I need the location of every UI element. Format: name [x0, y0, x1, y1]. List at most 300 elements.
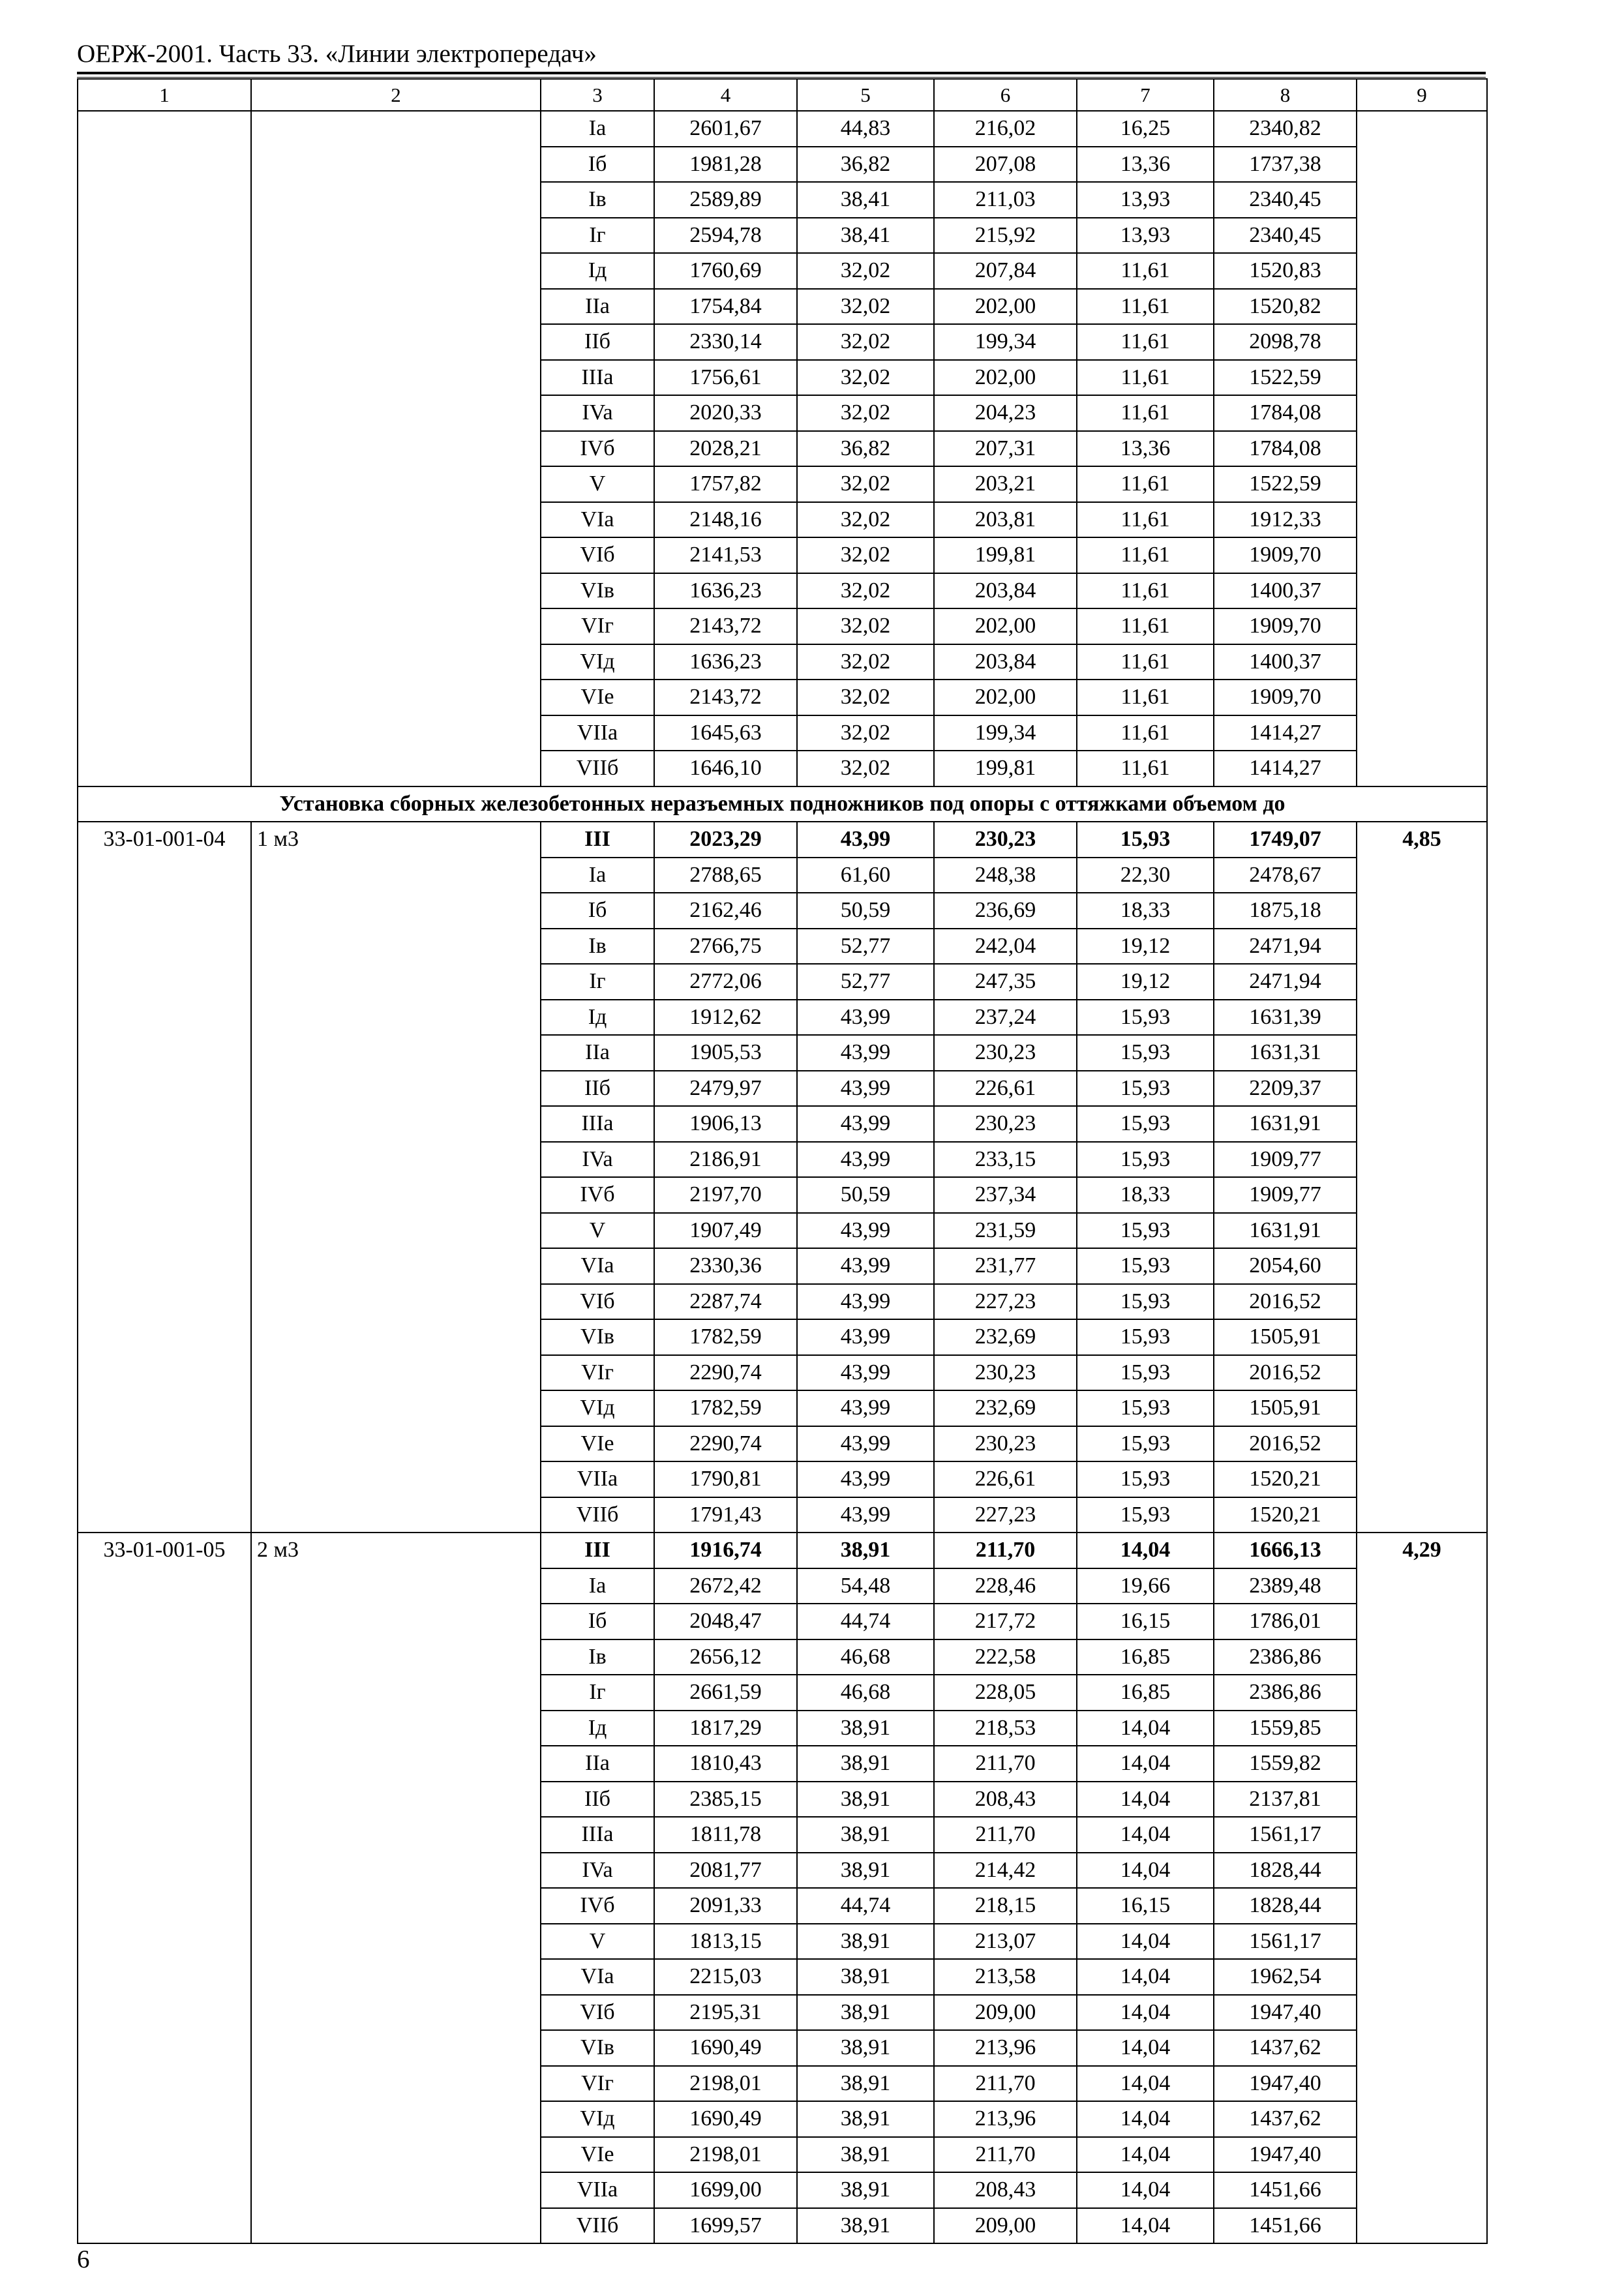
value-cell: 2471,94: [1214, 964, 1357, 1000]
value-cell: 2148,16: [654, 502, 797, 538]
value-cell: 15,93: [1077, 1213, 1214, 1249]
value-cell: 2141,53: [654, 537, 797, 573]
rates-table-body: [78, 79, 1487, 2243]
value-cell: 38,91: [797, 2208, 934, 2244]
value-cell: 43,99: [797, 1000, 934, 1036]
value-cell: 14,04: [1077, 2208, 1214, 2244]
value-cell: 15,93: [1077, 822, 1214, 858]
column-number: 9: [1357, 79, 1487, 111]
value-cell: 2186,91: [654, 1142, 797, 1178]
value-cell: 14,04: [1077, 1533, 1214, 1568]
value-cell: 13,36: [1077, 147, 1214, 183]
value-cell: 36,82: [797, 431, 934, 467]
value-cell: 15,93: [1077, 1355, 1214, 1391]
rate-code: 33-01-001-05: [78, 1533, 251, 2243]
value-cell: 1559,85: [1214, 1711, 1357, 1746]
value-cell: 217,72: [934, 1604, 1077, 1639]
value-cell: 16,85: [1077, 1675, 1214, 1711]
value-cell: 38,41: [797, 182, 934, 218]
value-cell: 1666,13: [1214, 1533, 1357, 1568]
value-cell: 1756,61: [654, 360, 797, 396]
value-cell: 1520,21: [1214, 1461, 1357, 1497]
value-cell: 43,99: [797, 1461, 934, 1497]
zone-cell: Iг: [541, 964, 654, 1000]
value-cell: 32,02: [797, 253, 934, 289]
value-cell: 11,61: [1077, 537, 1214, 573]
value-cell: 1754,84: [654, 289, 797, 325]
zone-cell: IIa: [541, 289, 654, 325]
value-cell: 202,00: [934, 289, 1077, 325]
value-cell: 2162,46: [654, 893, 797, 929]
value-cell: 203,21: [934, 466, 1077, 502]
value-cell: 214,42: [934, 1853, 1077, 1889]
mass-value: [1357, 111, 1487, 786]
value-cell: 22,30: [1077, 858, 1214, 893]
value-cell: 14,04: [1077, 2137, 1214, 2173]
value-cell: 2198,01: [654, 2137, 797, 2173]
value-cell: 247,35: [934, 964, 1077, 1000]
value-cell: 237,24: [934, 1000, 1077, 1036]
value-cell: 43,99: [797, 1213, 934, 1249]
value-cell: 32,02: [797, 395, 934, 431]
value-cell: 11,61: [1077, 360, 1214, 396]
value-cell: 203,81: [934, 502, 1077, 538]
value-cell: 202,00: [934, 680, 1077, 715]
value-cell: 54,48: [797, 1568, 934, 1604]
header-divider: [77, 72, 1486, 74]
value-cell: 2340,45: [1214, 182, 1357, 218]
value-cell: 2020,33: [654, 395, 797, 431]
zone-cell: III: [541, 1533, 654, 1568]
value-cell: 213,58: [934, 1959, 1077, 1995]
value-cell: 43,99: [797, 1390, 934, 1426]
zone-cell: VIIб: [541, 751, 654, 786]
value-cell: 207,31: [934, 431, 1077, 467]
value-cell: 1757,82: [654, 466, 797, 502]
value-cell: 1631,91: [1214, 1106, 1357, 1142]
value-cell: 38,91: [797, 1959, 934, 1995]
value-cell: 209,00: [934, 1995, 1077, 2031]
value-cell: 2589,89: [654, 182, 797, 218]
value-cell: 248,38: [934, 858, 1077, 893]
value-cell: 38,91: [797, 1746, 934, 1782]
value-cell: 1947,40: [1214, 2137, 1357, 2173]
value-cell: 1782,59: [654, 1319, 797, 1355]
value-cell: 1400,37: [1214, 644, 1357, 680]
value-cell: 231,77: [934, 1248, 1077, 1284]
value-cell: 43,99: [797, 1497, 934, 1533]
value-cell: 1784,08: [1214, 431, 1357, 467]
value-cell: 2143,72: [654, 680, 797, 715]
rate-name: [251, 111, 541, 786]
zone-cell: IVб: [541, 1888, 654, 1924]
table-row: [78, 111, 1487, 147]
value-cell: 2143,72: [654, 608, 797, 644]
zone-cell: Iд: [541, 253, 654, 289]
zone-cell: IIIa: [541, 360, 654, 396]
value-cell: 231,59: [934, 1213, 1077, 1249]
value-cell: 15,93: [1077, 1000, 1214, 1036]
value-cell: 43,99: [797, 822, 934, 858]
value-cell: 52,77: [797, 964, 934, 1000]
value-cell: 32,02: [797, 289, 934, 325]
value-cell: 32,02: [797, 537, 934, 573]
value-cell: 32,02: [797, 502, 934, 538]
column-number-row: [78, 79, 1487, 111]
value-cell: 199,81: [934, 537, 1077, 573]
value-cell: 233,15: [934, 1142, 1077, 1178]
value-cell: 1631,31: [1214, 1035, 1357, 1071]
value-cell: 202,00: [934, 360, 1077, 396]
value-cell: 15,93: [1077, 1071, 1214, 1107]
zone-cell: VIe: [541, 1426, 654, 1462]
value-cell: 11,61: [1077, 751, 1214, 786]
value-cell: 2601,67: [654, 111, 797, 147]
zone-cell: Ia: [541, 858, 654, 893]
zone-cell: VIIa: [541, 715, 654, 751]
value-cell: 46,68: [797, 1639, 934, 1675]
zone-cell: VIIб: [541, 1497, 654, 1533]
value-cell: 1636,23: [654, 644, 797, 680]
value-cell: 1784,08: [1214, 395, 1357, 431]
zone-cell: IVб: [541, 1177, 654, 1213]
value-cell: 2594,78: [654, 218, 797, 254]
zone-cell: Iд: [541, 1000, 654, 1036]
value-cell: 1912,33: [1214, 502, 1357, 538]
value-cell: 19,12: [1077, 964, 1214, 1000]
value-cell: 218,53: [934, 1711, 1077, 1746]
value-cell: 1699,57: [654, 2208, 797, 2244]
value-cell: 32,02: [797, 466, 934, 502]
value-cell: 1631,39: [1214, 1000, 1357, 1036]
value-cell: 2330,14: [654, 324, 797, 360]
zone-cell: Iб: [541, 1604, 654, 1639]
value-cell: 1916,74: [654, 1533, 797, 1568]
value-cell: 11,61: [1077, 289, 1214, 325]
value-cell: 11,61: [1077, 466, 1214, 502]
value-cell: 15,93: [1077, 1319, 1214, 1355]
rates-table: [77, 78, 1488, 2244]
value-cell: 2772,06: [654, 964, 797, 1000]
value-cell: 52,77: [797, 929, 934, 965]
value-cell: 1561,17: [1214, 1817, 1357, 1853]
column-number: 1: [78, 79, 251, 111]
value-cell: 213,07: [934, 1924, 1077, 1960]
zone-cell: Iв: [541, 1639, 654, 1675]
value-cell: 38,91: [797, 2066, 934, 2102]
value-cell: 32,02: [797, 751, 934, 786]
value-cell: 2098,78: [1214, 324, 1357, 360]
value-cell: 230,23: [934, 822, 1077, 858]
value-cell: 1646,10: [654, 751, 797, 786]
zone-cell: VIe: [541, 2137, 654, 2173]
value-cell: 2016,52: [1214, 1426, 1357, 1462]
value-cell: 207,84: [934, 253, 1077, 289]
value-cell: 222,58: [934, 1639, 1077, 1675]
value-cell: 228,05: [934, 1675, 1077, 1711]
value-cell: 13,93: [1077, 218, 1214, 254]
value-cell: 1699,00: [654, 2172, 797, 2208]
value-cell: 2209,37: [1214, 1071, 1357, 1107]
value-cell: 237,34: [934, 1177, 1077, 1213]
value-cell: 43,99: [797, 1319, 934, 1355]
value-cell: 1828,44: [1214, 1853, 1357, 1889]
zone-cell: V: [541, 1924, 654, 1960]
value-cell: 211,03: [934, 182, 1077, 218]
value-cell: 1909,77: [1214, 1142, 1357, 1178]
value-cell: 1786,01: [1214, 1604, 1357, 1639]
value-cell: 1505,91: [1214, 1390, 1357, 1426]
column-number: 4: [654, 79, 797, 111]
value-cell: 236,69: [934, 893, 1077, 929]
value-cell: 1909,70: [1214, 680, 1357, 715]
value-cell: 32,02: [797, 715, 934, 751]
value-cell: 15,93: [1077, 1142, 1214, 1178]
zone-cell: IIб: [541, 324, 654, 360]
zone-cell: VIг: [541, 1355, 654, 1391]
zone-cell: IIa: [541, 1035, 654, 1071]
value-cell: 1561,17: [1214, 1924, 1357, 1960]
value-cell: 209,00: [934, 2208, 1077, 2244]
value-cell: 32,02: [797, 608, 934, 644]
value-cell: 230,23: [934, 1355, 1077, 1391]
zone-cell: VIд: [541, 1390, 654, 1426]
value-cell: 14,04: [1077, 1782, 1214, 1818]
value-cell: 50,59: [797, 893, 934, 929]
value-cell: 43,99: [797, 1355, 934, 1391]
value-cell: 15,93: [1077, 1106, 1214, 1142]
value-cell: 1909,70: [1214, 537, 1357, 573]
rate-name: 2 м3: [251, 1533, 541, 2243]
value-cell: 11,61: [1077, 502, 1214, 538]
zone-cell: Ia: [541, 1568, 654, 1604]
value-cell: 16,85: [1077, 1639, 1214, 1675]
zone-cell: IIIa: [541, 1106, 654, 1142]
zone-cell: IVб: [541, 431, 654, 467]
zone-cell: IIa: [541, 1746, 654, 1782]
zone-cell: VIв: [541, 1319, 654, 1355]
value-cell: 1909,70: [1214, 608, 1357, 644]
value-cell: 19,66: [1077, 1568, 1214, 1604]
value-cell: 211,70: [934, 2137, 1077, 2173]
value-cell: 11,61: [1077, 680, 1214, 715]
column-number: 3: [541, 79, 654, 111]
column-number: 2: [251, 79, 541, 111]
value-cell: 228,46: [934, 1568, 1077, 1604]
value-cell: 1981,28: [654, 147, 797, 183]
zone-cell: VIa: [541, 1248, 654, 1284]
zone-cell: VIб: [541, 537, 654, 573]
value-cell: 1760,69: [654, 253, 797, 289]
value-cell: 32,02: [797, 644, 934, 680]
value-cell: 203,84: [934, 644, 1077, 680]
zone-cell: VIe: [541, 680, 654, 715]
value-cell: 38,91: [797, 2030, 934, 2066]
value-cell: 44,74: [797, 1888, 934, 1924]
value-cell: 43,99: [797, 1071, 934, 1107]
column-number: 5: [797, 79, 934, 111]
value-cell: 1645,63: [654, 715, 797, 751]
value-cell: 1522,59: [1214, 360, 1357, 396]
value-cell: 1631,91: [1214, 1213, 1357, 1249]
value-cell: 2287,74: [654, 1284, 797, 1320]
value-cell: 1906,13: [654, 1106, 797, 1142]
table-row: [78, 822, 1487, 858]
value-cell: 38,91: [797, 1711, 934, 1746]
value-cell: 1749,07: [1214, 822, 1357, 858]
value-cell: 1690,49: [654, 2030, 797, 2066]
value-cell: 2389,48: [1214, 1568, 1357, 1604]
value-cell: 32,02: [797, 360, 934, 396]
zone-cell: V: [541, 1213, 654, 1249]
header-divider-thin: [77, 77, 1486, 78]
value-cell: 227,23: [934, 1497, 1077, 1533]
value-cell: 43,99: [797, 1426, 934, 1462]
value-cell: 14,04: [1077, 2066, 1214, 2102]
value-cell: 11,61: [1077, 573, 1214, 609]
zone-cell: VIд: [541, 2101, 654, 2137]
section-title-row: [78, 786, 1487, 822]
zone-cell: VIв: [541, 573, 654, 609]
value-cell: 2054,60: [1214, 1248, 1357, 1284]
zone-cell: IVa: [541, 395, 654, 431]
value-cell: 11,61: [1077, 608, 1214, 644]
value-cell: 14,04: [1077, 1817, 1214, 1853]
value-cell: 15,93: [1077, 1248, 1214, 1284]
value-cell: 213,96: [934, 2030, 1077, 2066]
value-cell: 11,61: [1077, 644, 1214, 680]
value-cell: 38,41: [797, 218, 934, 254]
value-cell: 1875,18: [1214, 893, 1357, 929]
value-cell: 242,04: [934, 929, 1077, 965]
value-cell: 1909,77: [1214, 1177, 1357, 1213]
value-cell: 218,15: [934, 1888, 1077, 1924]
zone-cell: III: [541, 822, 654, 858]
zone-cell: Ia: [541, 111, 654, 147]
value-cell: 1790,81: [654, 1461, 797, 1497]
zone-cell: VIIб: [541, 2208, 654, 2244]
zone-cell: Iв: [541, 182, 654, 218]
value-cell: 44,83: [797, 111, 934, 147]
value-cell: 14,04: [1077, 1995, 1214, 2031]
value-cell: 230,23: [934, 1426, 1077, 1462]
page-number: 6: [77, 2245, 90, 2273]
value-cell: 1559,82: [1214, 1746, 1357, 1782]
value-cell: 208,43: [934, 2172, 1077, 2208]
value-cell: 1737,38: [1214, 147, 1357, 183]
value-cell: 227,23: [934, 1284, 1077, 1320]
value-cell: 1636,23: [654, 573, 797, 609]
value-cell: 43,99: [797, 1284, 934, 1320]
value-cell: 36,82: [797, 147, 934, 183]
value-cell: 1400,37: [1214, 573, 1357, 609]
value-cell: 1414,27: [1214, 751, 1357, 786]
value-cell: 203,84: [934, 573, 1077, 609]
value-cell: 2386,86: [1214, 1675, 1357, 1711]
value-cell: 2137,81: [1214, 1782, 1357, 1818]
rate-name: 1 м3: [251, 822, 541, 1533]
value-cell: 43,99: [797, 1248, 934, 1284]
table-row: [78, 1533, 1487, 1568]
value-cell: 2766,75: [654, 929, 797, 965]
value-cell: 18,33: [1077, 893, 1214, 929]
value-cell: 38,91: [797, 1817, 934, 1853]
value-cell: 46,68: [797, 1675, 934, 1711]
value-cell: 1414,27: [1214, 715, 1357, 751]
value-cell: 2016,52: [1214, 1355, 1357, 1391]
zone-cell: VIIa: [541, 1461, 654, 1497]
value-cell: 38,91: [797, 1533, 934, 1568]
value-cell: 1811,78: [654, 1817, 797, 1853]
value-cell: 15,93: [1077, 1284, 1214, 1320]
value-cell: 213,96: [934, 2101, 1077, 2137]
value-cell: 43,99: [797, 1142, 934, 1178]
value-cell: 208,43: [934, 1782, 1077, 1818]
zone-cell: VIб: [541, 1995, 654, 2031]
zone-cell: IVa: [541, 1142, 654, 1178]
value-cell: 2656,12: [654, 1639, 797, 1675]
zone-cell: VIд: [541, 644, 654, 680]
value-cell: 15,93: [1077, 1035, 1214, 1071]
value-cell: 2479,97: [654, 1071, 797, 1107]
zone-cell: VIIa: [541, 2172, 654, 2208]
value-cell: 16,25: [1077, 111, 1214, 147]
value-cell: 1690,49: [654, 2101, 797, 2137]
zone-cell: VIг: [541, 608, 654, 644]
value-cell: 2215,03: [654, 1959, 797, 1995]
value-cell: 14,04: [1077, 1959, 1214, 1995]
value-cell: 2028,21: [654, 431, 797, 467]
value-cell: 16,15: [1077, 1604, 1214, 1639]
value-cell: 207,08: [934, 147, 1077, 183]
value-cell: 2471,94: [1214, 929, 1357, 965]
value-cell: 1828,44: [1214, 1888, 1357, 1924]
value-cell: 1522,59: [1214, 466, 1357, 502]
value-cell: 211,70: [934, 1817, 1077, 1853]
value-cell: 38,91: [797, 2137, 934, 2173]
value-cell: 1520,83: [1214, 253, 1357, 289]
value-cell: 216,02: [934, 111, 1077, 147]
zone-cell: IIб: [541, 1782, 654, 1818]
value-cell: 2290,74: [654, 1355, 797, 1391]
value-cell: 226,61: [934, 1071, 1077, 1107]
value-cell: 211,70: [934, 1746, 1077, 1782]
value-cell: 1907,49: [654, 1213, 797, 1249]
value-cell: 43,99: [797, 1106, 934, 1142]
value-cell: 38,91: [797, 1995, 934, 2031]
zone-cell: VIa: [541, 502, 654, 538]
value-cell: 2340,45: [1214, 218, 1357, 254]
value-cell: 14,04: [1077, 2172, 1214, 2208]
value-cell: 15,93: [1077, 1426, 1214, 1462]
value-cell: 2661,59: [654, 1675, 797, 1711]
value-cell: 32,02: [797, 324, 934, 360]
zone-cell: Iв: [541, 929, 654, 965]
value-cell: 44,74: [797, 1604, 934, 1639]
value-cell: 1912,62: [654, 1000, 797, 1036]
value-cell: 230,23: [934, 1106, 1077, 1142]
value-cell: 1451,66: [1214, 2208, 1357, 2244]
zone-cell: IIб: [541, 1071, 654, 1107]
value-cell: 232,69: [934, 1319, 1077, 1355]
value-cell: 38,91: [797, 1853, 934, 1889]
zone-cell: VIг: [541, 2066, 654, 2102]
value-cell: 14,04: [1077, 1924, 1214, 1960]
value-cell: 14,04: [1077, 1853, 1214, 1889]
value-cell: 1817,29: [654, 1711, 797, 1746]
value-cell: 2340,82: [1214, 111, 1357, 147]
mass-value: 4,29: [1357, 1533, 1487, 2243]
